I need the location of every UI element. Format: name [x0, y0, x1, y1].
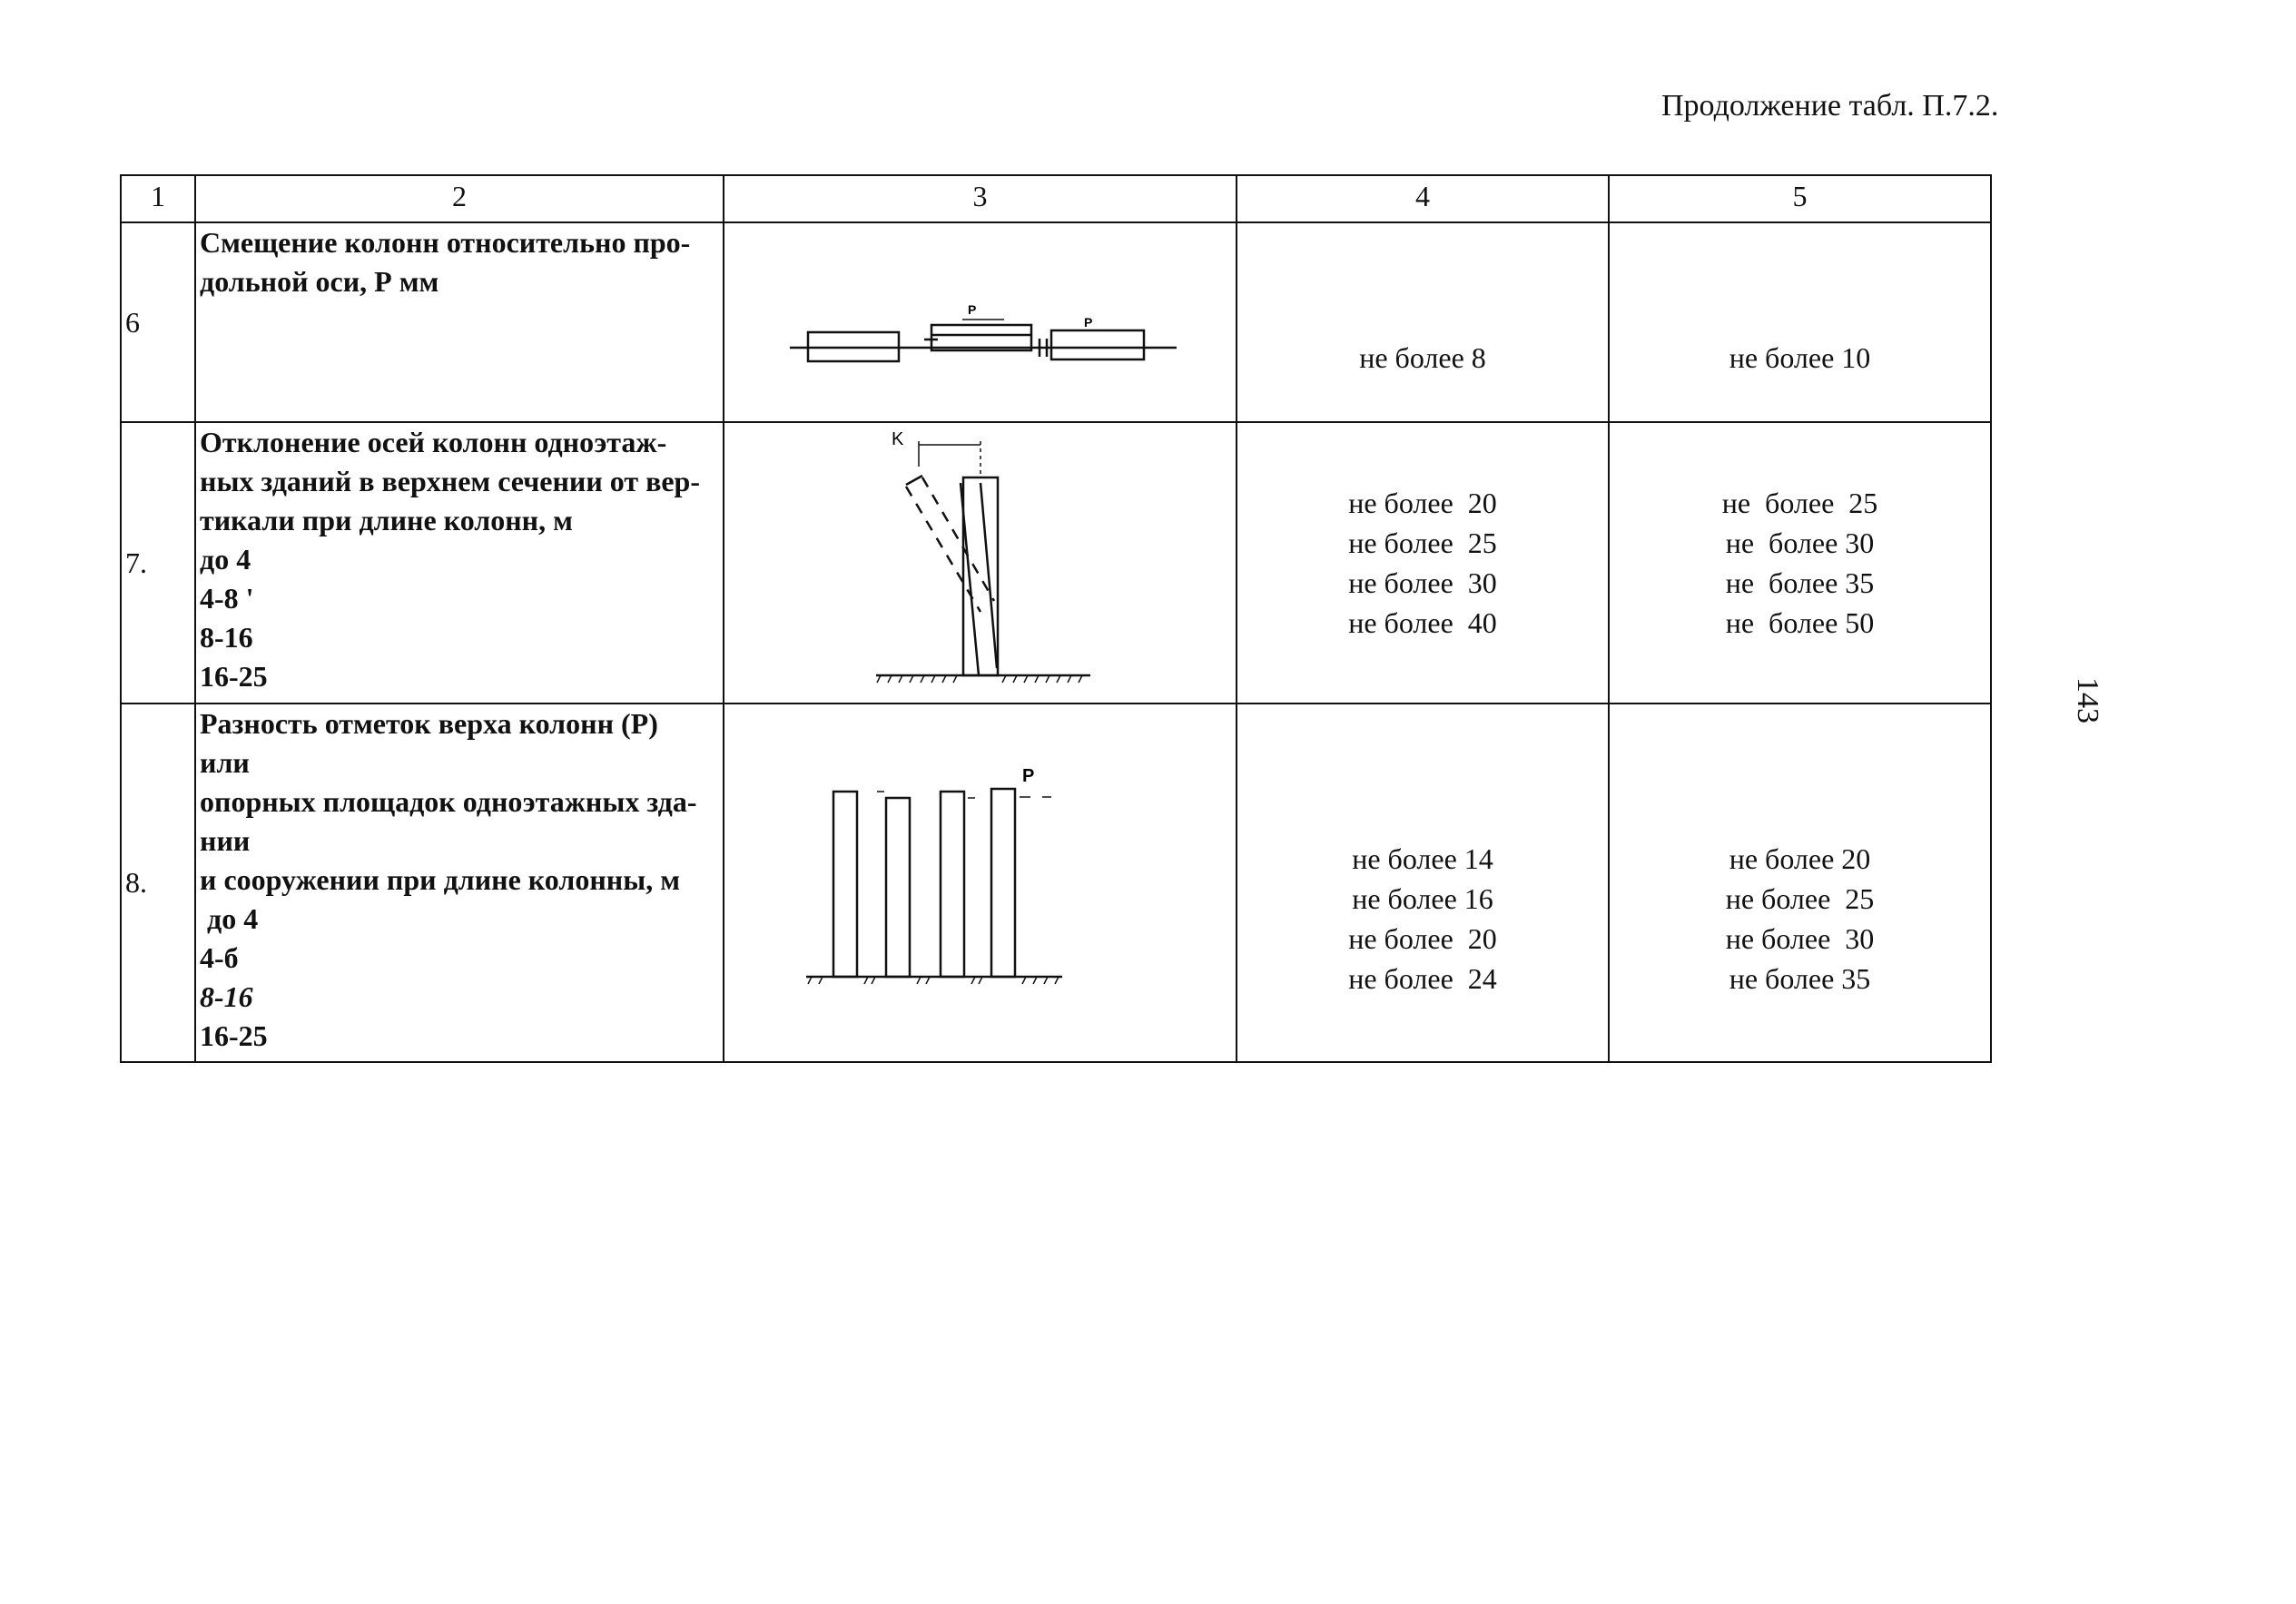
- row-description: [195, 704, 724, 1062]
- value-line: не более 35: [1729, 961, 1871, 995]
- tolerance-table: [120, 174, 1992, 1063]
- dim-label-p: P: [1084, 315, 1093, 330]
- value-line: не более 25: [1348, 526, 1497, 559]
- value-line: не более 10: [1729, 341, 1871, 374]
- desc-line: 4-б: [200, 941, 239, 974]
- desc-line: до 4: [200, 543, 251, 576]
- value-line: не более 24: [1348, 961, 1497, 995]
- page-number: 143: [2071, 677, 2104, 723]
- value-line: не более 20: [1348, 487, 1497, 519]
- header-cell: 2: [195, 175, 724, 222]
- dim-label-p: P: [1022, 766, 1035, 786]
- column-shift-diagram: [724, 223, 1237, 423]
- row-number: 6: [121, 222, 195, 422]
- value-line: не более 20: [1348, 921, 1497, 955]
- header-cell: 1: [121, 175, 195, 222]
- tolerance-class-4: [1237, 422, 1609, 704]
- dim-label-k: K: [892, 429, 904, 449]
- desc-line: до 4: [200, 902, 259, 935]
- value-line: не более 35: [1725, 566, 1875, 599]
- value-line: не более 30: [1348, 566, 1497, 599]
- drawing-cell: [724, 422, 1237, 704]
- table-row: [121, 222, 1991, 422]
- value-line: не более 16: [1352, 881, 1493, 915]
- desc-line: Смещение колонн относительно про-: [200, 226, 691, 259]
- desc-line: Разность отметок верха колонн (Р): [200, 707, 658, 740]
- value-line: не более 8: [1359, 341, 1486, 374]
- value-line: не более 25: [1725, 881, 1875, 915]
- tolerance-class-5: [1609, 704, 1991, 1062]
- row-description: [195, 222, 724, 422]
- tolerance-class-5: [1609, 422, 1991, 704]
- value-line: не более 20: [1729, 841, 1871, 875]
- value-line: не более 14: [1352, 841, 1493, 875]
- desc-line: дольной оси, Р мм: [200, 265, 439, 298]
- desc-line: Отклонение осей колонн одноэтаж-: [200, 426, 667, 458]
- value-line: не более 40: [1348, 606, 1497, 639]
- dim-label-p: P: [968, 302, 977, 317]
- table-continuation-caption: Продолжение табл. П.7.2.: [1661, 89, 1999, 123]
- desc-line: тикали при длине колонн, м: [200, 504, 573, 536]
- table-row: [121, 704, 1991, 1062]
- table-row: [121, 422, 1991, 704]
- tolerance-class-4: [1237, 704, 1609, 1062]
- desc-line: 16-25: [200, 660, 268, 693]
- desc-line: 8-16: [200, 980, 253, 1013]
- row-number: 8.: [121, 704, 195, 1062]
- desc-line: или: [200, 746, 250, 779]
- desc-line: нии: [200, 824, 251, 857]
- desc-line: опорных площадок одноэтажных зда-: [200, 785, 697, 818]
- header-cell: 4: [1237, 175, 1609, 222]
- header-cell: 3: [724, 175, 1237, 222]
- value-line: не более 30: [1725, 921, 1875, 955]
- value-line: не более 50: [1725, 606, 1875, 639]
- desc-line: 8-16: [200, 621, 253, 654]
- tolerance-class-5: [1609, 222, 1991, 422]
- column-height-diagram: [724, 704, 1237, 1063]
- column-tilt-diagram: [724, 423, 1237, 704]
- desc-line: и сооружении при длине колонны, м: [200, 863, 680, 896]
- drawing-cell: [724, 704, 1237, 1062]
- value-line: не более 25: [1721, 487, 1878, 519]
- table-header-row: [121, 175, 1991, 222]
- header-cell: 5: [1609, 175, 1991, 222]
- tolerance-class-4: [1237, 222, 1609, 422]
- row-description: [195, 422, 724, 704]
- desc-line: 4-8 ': [200, 582, 254, 615]
- drawing-cell: [724, 222, 1237, 422]
- value-line: не более 30: [1725, 526, 1875, 559]
- desc-line: 16-25: [200, 1019, 268, 1052]
- desc-line: ных зданий в верхнем сечении от вер-: [200, 465, 700, 497]
- row-number: 7.: [121, 422, 195, 704]
